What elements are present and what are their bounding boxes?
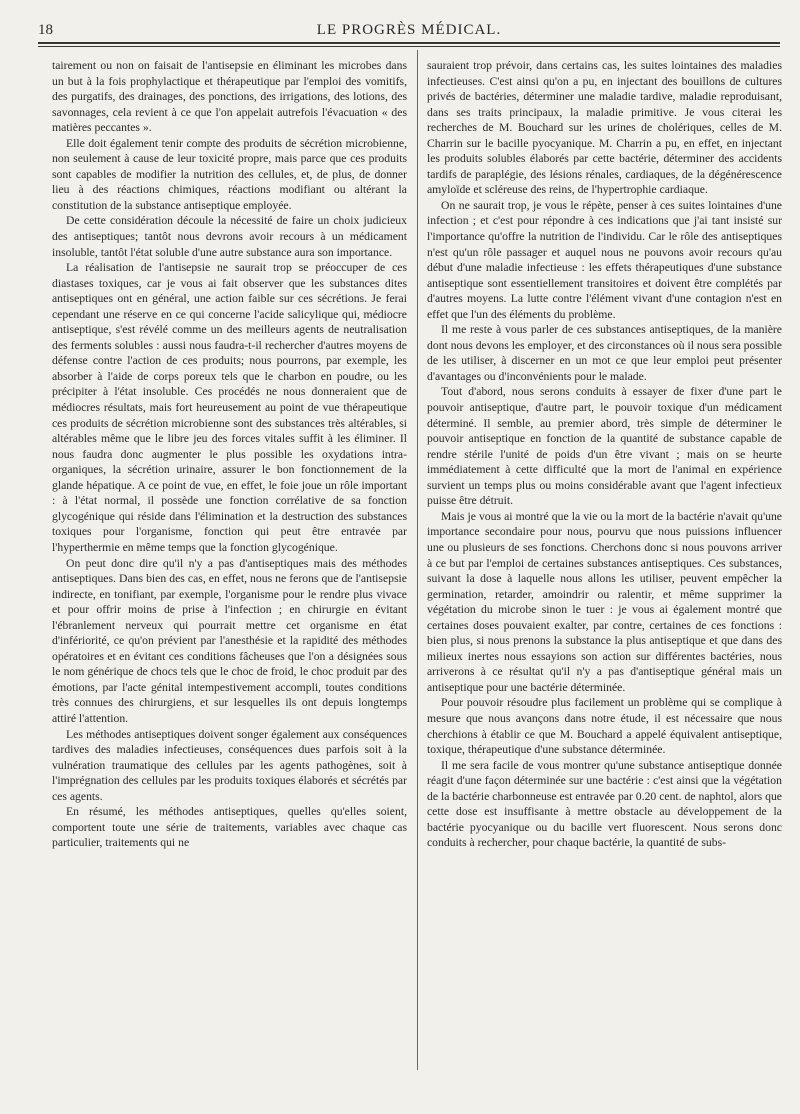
paragraph: Il me reste à vous parler de ces substances antiseptiques, de la manière dont nous devons les employer, et des circonstances où il nous sera possible de les utiliser, à discerner en un mot ce que leur emploi peut présenter d'avantages ou d'inconvénients pour le malade.	[427, 323, 782, 383]
header-rule	[38, 42, 780, 44]
journal-title: LE PROGRÈS MÉDICAL.	[316, 22, 502, 38]
paragraph: Les méthodes antiseptiques doivent songer également aux conséquences tardives des maladies infectieuses, conséquences dues parfois soit à la vulnération traumatique des cellules par les agents pathogènes, soit à l'imprégnation des cellules par les produits toxiques élaborés et sécrétés par ces agents.	[52, 727, 407, 803]
page-number: 18	[38, 22, 53, 38]
paragraph: Tout d'abord, nous serons conduits à essayer de fixer d'une part le pouvoir antiseptique, d'autre part, le pouvoir toxique d'un médicament déterminé. Il semble, au premier abord, très simple de déterminer le pouvoir antiseptique en fonction de la quantité de substance capable de rendre stérile l'unité de poids d'un être vivant ; mais on se heurte immédiatement à cette difficulté que la mort de l'animal en expérience survient un temps plus ou moins considérable avant que l'agent infectieux puisse être détruit.	[427, 385, 782, 508]
header-rule-thin	[38, 46, 780, 47]
paragraph: Il me sera facile de vous montrer qu'une substance antiseptique donnée réagit d'une façon déterminée sur une bactérie : c'est ainsi que la végétation de la bactérie charbonneuse est entravée par 0.20 cent. de naphtol, alors que cette dose est insuffisante à mettre obstacle au développement de la bactérie pyocyanique ou du bacille vert fluorescent. Nous serons donc conduits à rechercher, pour chaque bactérie, la quantité de subs-	[427, 758, 782, 850]
left-column	[52, 58, 407, 851]
paragraph: De cette considération découle la nécessité de faire un choix judicieux des antiseptiques; tantôt nous devrons avoir recours à un médicament insoluble, tantôt l'état soluble d'une autre substance aura son importance.	[52, 214, 407, 259]
page-header	[38, 20, 780, 42]
paragraph: sauraient trop prévoir, dans certains cas, les suites lointaines des maladies infectieuses. C'est ainsi qu'on a pu, en injectant des bouillons de cultures privés de bactéries, déterminer une maladie tardive, maladie reproduisant, dans ses traits principaux, la maladie primitive. Je vous citerai les recherches de M. Bouchard sur les urines de cholériques, celles de M. Charrin sur le bacille pyocyanique. M. Charrin a pu, en effet, en injectant les produits solubles élaborés par cette bactérie, déterminer des accidents tardifs de paraplégie, des lésions rénales, cardiaques, de la dégénérescence amyloïde et scléreuse des reins, de l'hypertrophie cardiaque.	[427, 59, 782, 197]
paragraph: On ne saurait trop, je vous le répète, penser à ces suites lointaines d'une infection ; et c'est pour répondre à ces indications que j'ai tant insisté sur l'importance qu'offre la nutrition de l'individu. Car le rôle des antiseptiques n'est qu'un rôle passager et auquel nous ne pouvons avoir recours qu'au début d'une maladie infectieuse : les effets thérapeutiques d'une substance antiseptique sont essentiellement transitoires et doivent être complétés par d'autres moyens. La lutte contre l'élément vivant d'une contagion n'est en effet que l'un des éléments du problème.	[427, 198, 782, 321]
paragraph: Pour pouvoir résoudre plus facilement un problème qui se complique à mesure que nous avançons dans notre étude, il est nécessaire que nous cherchions à établir ce que M. Bouchard a appelé équivalent antiseptique, toxique, thérapeutique d'une substance déterminée.	[427, 696, 782, 757]
paragraph: La réalisation de l'antisepsie ne saurait trop se préoccuper de ces diastases toxiques, car je vous ai fait observer que les substances dites antiseptiques ont en général, une action faible sur ces sécrétions. Je ferai cependant une réserve en ce qui concerne l'acide salicylique qui, médiocre antiseptique, s'est révélé comme un des meilleurs agents de neutralisation des ferments solubles : aussi nous faudra-t-il rechercher d'autres moyens de défense contre l'action de ces produits; nous pourrons, par exemple, les absorber à l'aide de corps poreux tels que le charbon en poudre, ou les précipiter à l'état insoluble. Ces procédés ne nous donneraient que de médiocres résultats, mais fort heureusement au point de vue thérapeutique ces produits de sécrétion microbienne sont des substances très altérables, si altérables même que le libre jeu des forces vitales suffit à les éliminer. Il nous faudra donc augmenter le plus possible les oxydations intra-organiques, la sécrétion urinaire, assurer le bon fonctionnement de la glande hépatique. A ce point de vue, en effet, le foie joue un rôle important : à l'état normal, il possède une fonction corrélative de sa fonction glycogénique qui réside dans l'élimination et la destruction des substances toxiques pour l'organisme, fonction qui peut être entravée par l'hyperthermie en même temps que la fonction glycogénique.	[52, 261, 407, 554]
paragraph: Elle doit également tenir compte des produits de sécrétion microbienne, non seulement à cause de leur toxicité propre, mais parce que ces produits sont capables de modifier la nutrition des cellules, et, de plus, de donner lieu à des réactions chimiques, réactions modifiant ou altérant la constitution de la substance antiseptique employée.	[52, 136, 407, 212]
column-divider	[417, 50, 418, 1070]
right-column	[427, 58, 782, 851]
paragraph: On peut donc dire qu'il n'y a pas d'antiseptiques mais des méthodes antiseptiques. Dans bien des cas, en effet, nous ne ferons que de l'antisepsie indirecte, en tonifiant, par exemple, l'organisme pour le rendre plus vivace et pour offrir moins de prise à l'infection ; en chirurgie en évitant l'ébranlement nerveux qui pourrait mettre cet organisme en état d'infériorité, ce qu'on prévient par l'anesthésie et la rapidité des méthodes opératoires et en évitant ces conditions fâcheuses que l'on a désignées sous le nom générique de chocs tels que le choc de froid, le choc produit par des émotions, par l'acte génital intempestivement accompli, toutes conditions très connues des chirurgiens, et sur lesquelles ils ont depuis longtemps attiré l'attention.	[52, 556, 407, 725]
paragraph: En résumé, les méthodes antiseptiques, quelles qu'elles soient, comportent toute une série de traitements, variables avec chaque cas particulier, traitements qui ne	[52, 805, 407, 850]
paragraph: Mais je vous ai montré que la vie ou la mort de la bactérie n'avait qu'une importance secondaire pour nous, pourvu que nous puissions influencer une ou plusieurs de ses fonctions. Cherchons donc si nous pouvons arriver à ce but par l'emploi de certaines substances antiseptiques. Ces substances, suivant la dose à laquelle nous allons les utiliser, peuvent empêcher la germination, retarder, amoindrir ou ralentir, et même supprimer la végétation du microbe sinon le tuer : je vous ai également montré que certaines doses pouvaient exalter, par contre, certaines de ces fonctions : bien plus, si nous prenons la substance la plus antiseptique et que dans des milieux inertes nous essayions son action sur différentes bactéries, nous arriverons à ce résultat qu'il n'y a pas d'antiseptique général mais un antiseptique pour une bactérie déterminée.	[427, 509, 782, 694]
paragraph: tairement ou non on faisait de l'antisepsie en éliminant les microbes dans un but à la fois prophylactique et thérapeutique par l'emploi des vomitifs, des purgatifs, des drainages, des ponctions, des irrigations, des lotions, des savonnages, cela revient à ce que l'on appelait autrefois l'évacuation « des matières peccantes ».	[52, 59, 407, 135]
